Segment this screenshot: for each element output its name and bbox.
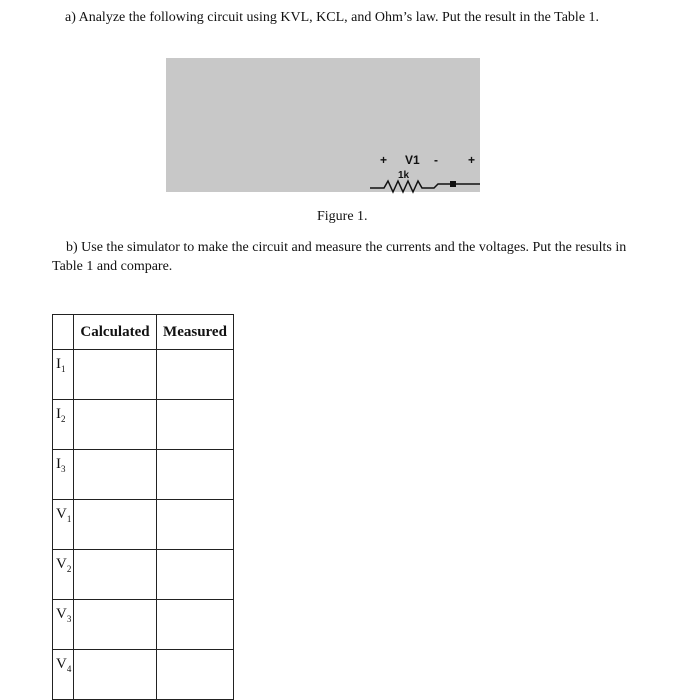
table-row: [53, 400, 234, 450]
cell-calculated-v3[interactable]: [74, 600, 157, 650]
minus-sign: -: [434, 153, 438, 167]
table-row: [53, 550, 234, 600]
question-b-line2: Table 1 and compare.: [52, 259, 173, 274]
resistor-zigzag: [370, 181, 480, 192]
question-a: a) Analyze the following circuit using KVL, KCL, and Ohm’s law. Put the result in the Table 1.: [65, 10, 600, 25]
row-label-i3: $I_3$: [53, 450, 74, 500]
cell-calculated-v2[interactable]: [74, 550, 157, 600]
row-label-v2: $V_2$: [53, 550, 74, 600]
cell-calculated-i2[interactable]: [74, 400, 157, 450]
figure-caption: Figure 1.: [317, 209, 368, 224]
row-label-i1: $I_1$: [53, 350, 74, 400]
cell-measured-i2[interactable]: [157, 400, 234, 450]
cell-measured-v4[interactable]: [157, 650, 234, 700]
wire-node: [450, 181, 456, 187]
header-measured: Measured: [157, 315, 234, 350]
header-calculated: Calculated: [74, 315, 157, 350]
table-header-row: [53, 315, 234, 350]
plus-sign-right: +: [468, 153, 476, 167]
question-b-line1: b) Use the simulator to make the circuit and measure the currents and the voltages. Put the results in: [66, 240, 627, 255]
table-row: [53, 650, 234, 700]
table-row: [53, 600, 234, 650]
circuit-fragment: [360, 148, 490, 198]
cell-measured-v1[interactable]: [157, 500, 234, 550]
cell-measured-i1[interactable]: [157, 350, 234, 400]
resistor-value: 1k: [398, 170, 410, 181]
table-row: [53, 500, 234, 550]
row-label-v3: $V_3$: [53, 600, 74, 650]
plus-sign-left: +: [380, 153, 388, 167]
cell-calculated-i1[interactable]: [74, 350, 157, 400]
cell-calculated-v4[interactable]: [74, 650, 157, 700]
cell-measured-v3[interactable]: [157, 600, 234, 650]
table-row: [53, 350, 234, 400]
cell-calculated-v1[interactable]: [74, 500, 157, 550]
header-blank: [53, 315, 74, 350]
row-label-i2: $I_2$: [53, 400, 74, 450]
row-label-v4: $V_4$: [53, 650, 74, 700]
cell-calculated-i3[interactable]: [74, 450, 157, 500]
v1-label: V1: [405, 153, 420, 167]
table-row: [53, 450, 234, 500]
row-label-v1: $V_1$: [53, 500, 74, 550]
cell-measured-i3[interactable]: [157, 450, 234, 500]
cell-measured-v2[interactable]: [157, 550, 234, 600]
results-table: [52, 314, 234, 700]
